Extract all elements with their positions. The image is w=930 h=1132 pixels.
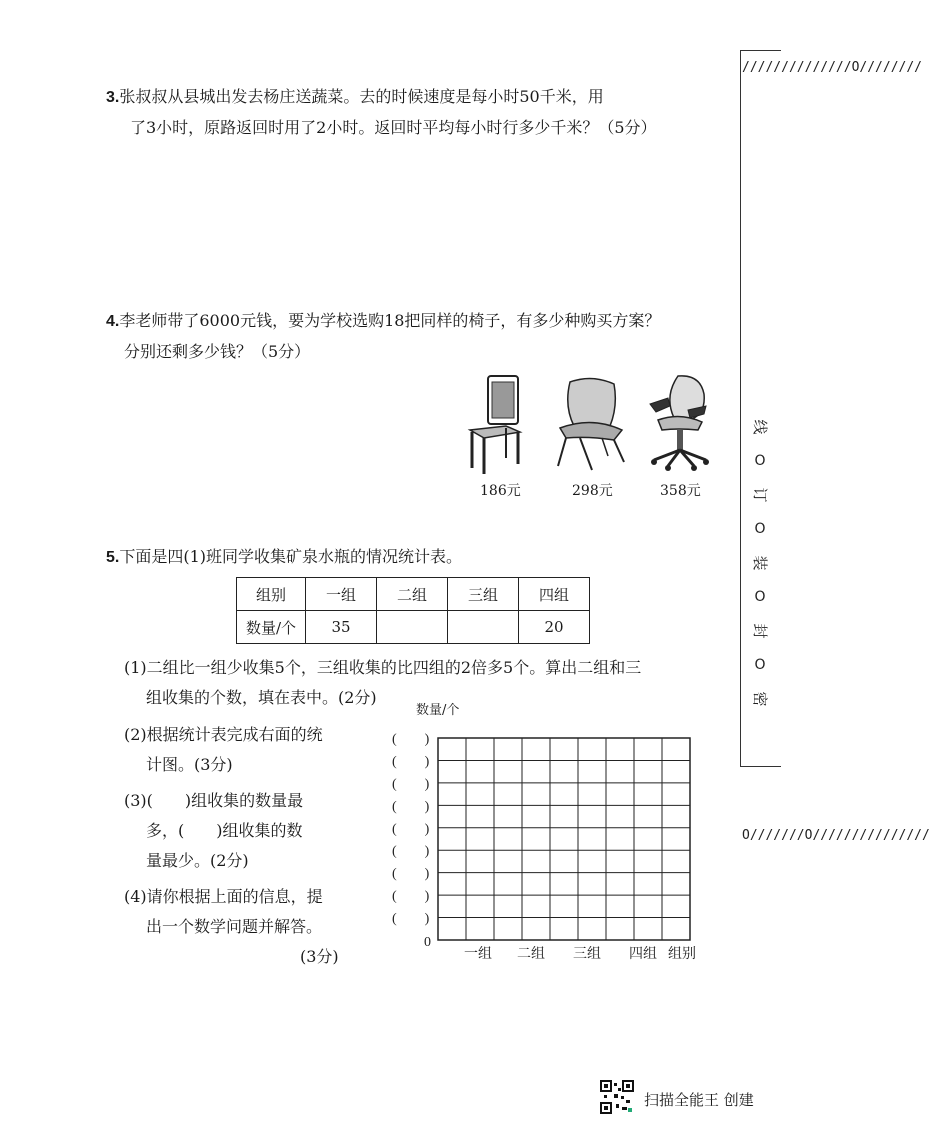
seal-word-zhuang: 装 — [751, 555, 769, 571]
table-cell-g3[interactable] — [448, 611, 519, 644]
y-axis-blank: ( ) — [392, 866, 430, 882]
seal-word-ding: 订 — [751, 487, 769, 503]
question-3 — [106, 82, 657, 143]
y-axis-blank: ( ) — [392, 911, 430, 927]
seal-circle: O — [754, 453, 766, 469]
table-header-g3: 三组 — [448, 578, 519, 611]
office-chair-icon — [644, 372, 710, 472]
sub-question-1-line-1: (1)二组比一组少收集5个，三组收集的比四组的2倍多5个。算出二组和三 — [124, 658, 642, 677]
chart-grid — [438, 738, 690, 940]
question-5 — [106, 542, 462, 573]
chart-x-cat-4: 四组 — [629, 946, 657, 962]
table-cell-g2[interactable] — [377, 611, 448, 644]
sub-question-2-line-1: (2)根据统计表完成右面的统 — [124, 725, 323, 744]
chair-price-2: 298元 — [572, 483, 613, 499]
question-5-intro — [106, 542, 462, 573]
question-3-text-1: 张叔叔从县城出发去杨庄送蔬菜。去的时候速度是每小时50千米，用 — [119, 87, 604, 106]
table-row-label: 数量/个 — [237, 611, 306, 644]
sub-question-3-line-2: 多，( )组收集的数 — [146, 821, 303, 840]
table-header-g1: 一组 — [306, 578, 377, 611]
lounge-chair-icon — [552, 376, 630, 472]
chart-x-cat-3: 三组 — [573, 946, 601, 962]
table-header-group: 组别 — [237, 578, 306, 611]
seal-word-feng: 封 — [751, 623, 769, 639]
sub-question-4 — [124, 882, 339, 972]
question-3-number: 3. — [106, 89, 120, 106]
question-3-line-1 — [106, 82, 657, 113]
y-axis-blank: ( ) — [392, 799, 430, 815]
sub-question-3-line-3: 量最少。(2分) — [146, 851, 249, 870]
question-3-line-2: 了3小时，原路返回时用了2小时。返回时平均每小时行多少千米？（5分） — [130, 118, 657, 137]
sub-question-4-line-1: (4)请你根据上面的信息，提 — [124, 887, 323, 906]
chair-price-1: 186元 — [480, 483, 521, 499]
seal-circle: O — [754, 521, 766, 537]
chair-price-3: 358元 — [660, 483, 701, 499]
seal-circle: O — [754, 657, 766, 673]
seal-word-mi: 密 — [751, 691, 769, 707]
y-axis-blank: ( ) — [392, 821, 430, 837]
chart-x-cat-2: 二组 — [517, 946, 545, 962]
qr-code-icon — [600, 1080, 634, 1114]
sub-question-4-score: (3分) — [300, 947, 339, 966]
y-axis-blank: ( ) — [392, 754, 430, 770]
chart-y-labels — [392, 732, 430, 927]
binding-seal-words — [742, 400, 778, 726]
chart-x-title: 组别 — [668, 946, 696, 962]
table-header-g4: 四组 — [519, 578, 590, 611]
sub-question-3 — [124, 786, 303, 876]
table-header-row — [237, 578, 590, 611]
sub-question-2-line-2: 计图。(3分) — [146, 755, 233, 774]
binding-slashes-bottom: O///////O/////////////// — [742, 828, 930, 843]
wooden-chair-icon — [466, 372, 526, 477]
chart-origin: 0 — [424, 935, 431, 950]
y-axis-blank: ( ) — [392, 844, 430, 860]
question-4-text-1: 李老师带了6000元钱，要为学校选购18把同样的椅子，有多少种购买方案？ — [119, 311, 661, 330]
y-axis-blank: ( ) — [392, 889, 430, 905]
y-axis-blank: ( ) — [392, 776, 430, 792]
y-axis-blank: ( ) — [392, 732, 430, 747]
question-4-line-1 — [106, 306, 660, 337]
sub-question-2 — [124, 720, 323, 780]
chart-y-title: 数量/个 — [416, 703, 460, 718]
seal-word-line: 线 — [751, 419, 769, 435]
seal-circle: O — [754, 589, 766, 605]
blank-bar-chart[interactable] — [380, 700, 710, 970]
question-4-line-2: 分别还剩多少钱？（5分） — [124, 342, 311, 361]
table-row — [237, 611, 590, 644]
question-5-intro-text: 下面是四(1)班同学收集矿泉水瓶的情况统计表。 — [119, 547, 463, 566]
question-4 — [106, 306, 660, 367]
question-4-number: 4. — [106, 313, 120, 330]
table-cell-g1: 35 — [306, 611, 377, 644]
chart-x-cat-1: 一组 — [464, 946, 492, 962]
table-cell-g4: 20 — [519, 611, 590, 644]
table-header-g2: 二组 — [377, 578, 448, 611]
sub-question-4-line-2: 出一个数学问题并解答。 — [146, 917, 323, 936]
question-5-number: 5. — [106, 549, 120, 566]
binding-slashes-top: //////////////O//////// — [742, 60, 923, 75]
sub-question-3-line-1: (3)( )组收集的数量最 — [124, 791, 304, 810]
statistics-table — [236, 577, 590, 644]
sub-question-1-line-2: 组收集的个数，填在表中。(2分) — [146, 688, 377, 707]
footer-watermark: 扫描全能王 创建 — [644, 1091, 754, 1109]
